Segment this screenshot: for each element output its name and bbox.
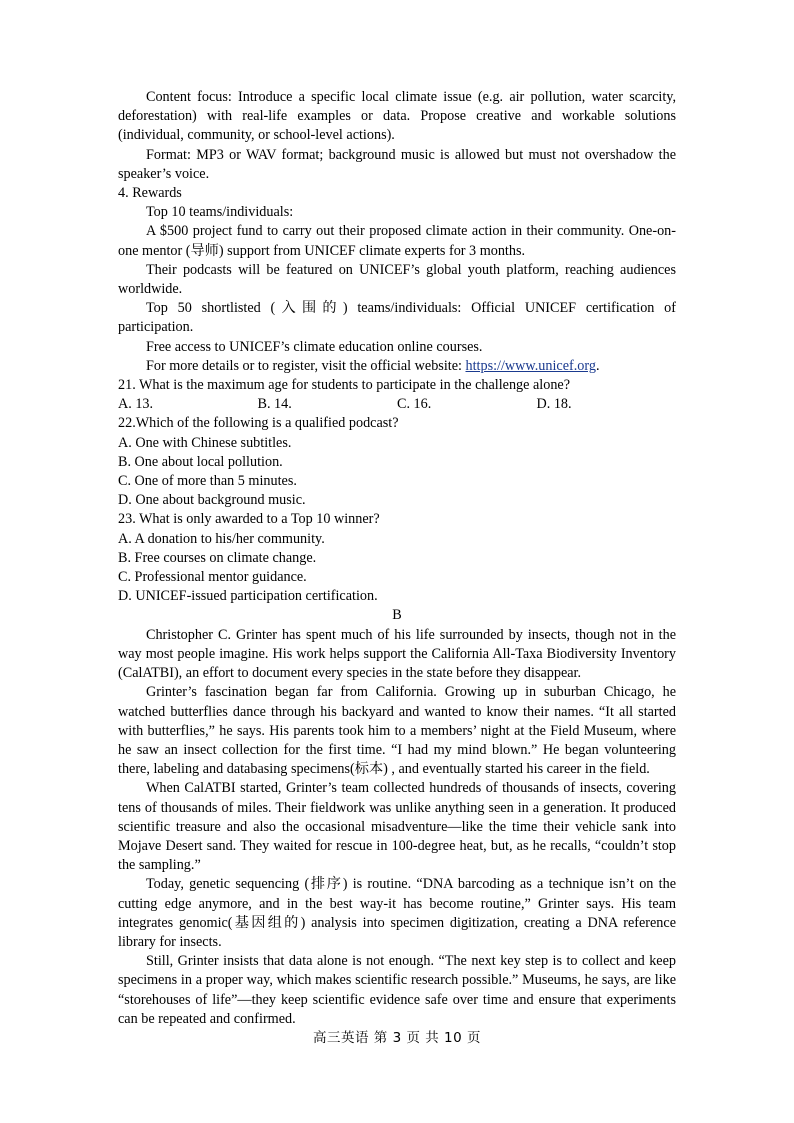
top50-courses-paragraph: Free access to UNICEF’s climate education online courses.	[146, 338, 483, 355]
passage-b-paragraph-1: Christopher C. Grinter has spent much of his life surrounded by insects, though not in the way most people imagine. His work helps support the California All-Taxa Biodiversity Inventory (CalATBI), an effort to document every species in the state before they disappear.	[118, 626, 676, 682]
question-21-stem: 21. What is the maximum age for students to participate in the challenge alone?	[118, 377, 571, 394]
question-21-option-d[interactable]: D. 18.	[536, 396, 572, 413]
question-22-option-d[interactable]: D. One about background music.	[118, 492, 306, 509]
question-22-option-c[interactable]: C. One of more than 5 minutes.	[118, 473, 297, 490]
passage-b-paragraph-2: Grinter’s fascination began far from California. Growing up in suburban Chicago, he watched butterflies dance through his backyard and wanted to know their names. “It all started with butterflies,” he says. His parents took him to a members’ night at the Field Museum, where he saw an insect collection for the first time. “I had my mind blown.” He began volunteering there, labeling and databasing specimens(标本) , and eventually started his career in the field.	[118, 684, 676, 778]
register-suffix-text: .	[595, 357, 600, 374]
top10-platform-paragraph: Their podcasts will be featured on UNICEF’s global youth platform, reaching audiences worldwide.	[118, 261, 676, 298]
top10-heading: Top 10 teams/individuals:	[146, 204, 294, 221]
question-23-option-d[interactable]: D. UNICEF-issued participation certification.	[118, 588, 378, 605]
question-21-option-c[interactable]: C. 16.	[397, 396, 432, 413]
page-content	[118, 88, 676, 1029]
question-23-option-b[interactable]: B. Free courses on climate change.	[118, 549, 317, 566]
question-21-options	[118, 395, 676, 414]
passage-b-paragraph-4: Today, genetic sequencing (排序) is routine. “DNA barcoding as a technique isn’t on the cutting edge anymore, and in the best way-it has become routine,” Grinter says. His team integrates genomic(基因组的) analysis into specimen digitization, creating a DNA reference library for insects.	[118, 876, 676, 950]
passage-b-paragraph-5: Still, Grinter insists that data alone is not enough. “The next key step is to collect and keep specimens in a proper way, which makes scientific research possible.” Museums, he says, are like “storehouses of life”—they keep scientific evidence safe over time and ensure that experiments can be repeated and confirmed.	[118, 953, 676, 1027]
page-footer: 高三英语 第 3 页 共 10 页	[312, 1030, 481, 1046]
top50-certification-paragraph: Top 50 shortlisted (入围的) teams/individuals: Official UNICEF certification of participation.	[118, 300, 676, 336]
register-paragraph	[118, 357, 676, 376]
question-23-option-c[interactable]: C. Professional mentor guidance.	[118, 569, 307, 586]
format-paragraph: Format: MP3 or WAV format; background music is allowed but must not overshadow the speaker’s voice.	[118, 146, 676, 182]
unicef-website-link[interactable]: https://www.unicef.org	[465, 357, 596, 374]
question-23-stem: 23. What is only awarded to a Top 10 winner?	[118, 511, 380, 528]
question-21-option-b[interactable]: B. 14.	[257, 396, 292, 413]
question-22-option-b[interactable]: B. One about local pollution.	[118, 453, 283, 470]
question-22-option-a[interactable]: A. One with Chinese subtitles.	[118, 434, 292, 451]
question-22-stem: 22.Which of the following is a qualified podcast?	[118, 415, 399, 432]
rewards-heading: 4. Rewards	[118, 185, 182, 202]
content-focus-paragraph: Content focus: Introduce a specific local climate issue (e.g. air pollution, water scarcity, deforestation) with real-life examples or data. Propose creative and workable solutions (individual, community, or school-level actions).	[118, 89, 676, 144]
register-prefix-text: For more details or to register, visit the official website:	[146, 357, 466, 374]
section-b-label: B	[392, 607, 402, 624]
passage-b-paragraph-3: When CalATBI started, Grinter’s team collected hundreds of thousands of insects, covering tens of thousands of miles. Their fieldwork was unlike anything seen in a generation. It produced scientific treasure and also the occasional misadventure—like the time their vehicle sank into Mojave Desert sand. They waited for rescue in 100-degree heat, but, as he recalls, “couldn’t stop the sampling.”	[118, 780, 676, 874]
question-21-option-a[interactable]: A. 13.	[118, 396, 154, 413]
question-23-option-a[interactable]: A. A donation to his/her community.	[118, 530, 325, 547]
top10-fund-paragraph: A $500 project fund to carry out their proposed climate action in their community. One-on-one mentor (导师) support from UNICEF climate experts for 3 months.	[118, 223, 676, 259]
